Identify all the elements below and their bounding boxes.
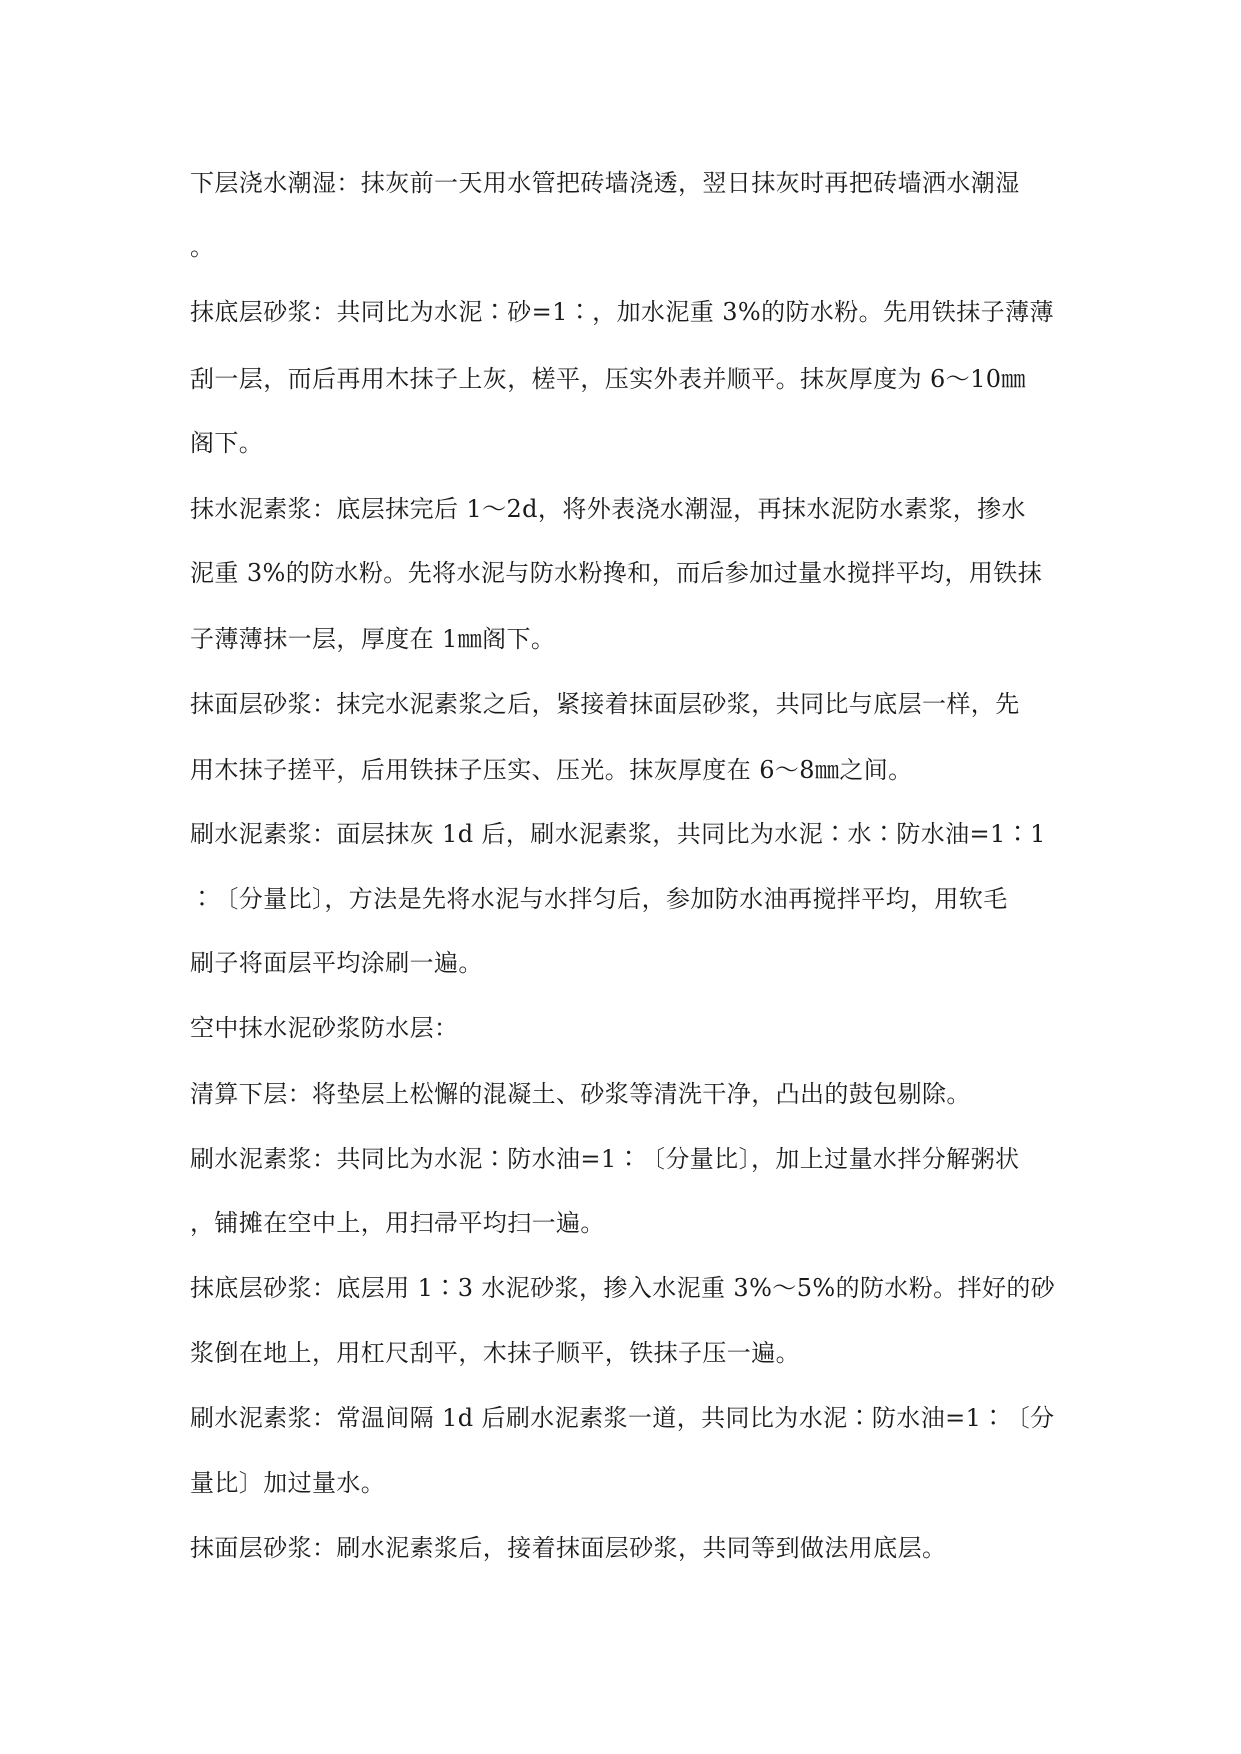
- text-line: 刷水泥素浆：面层抹灰 1d 后，刷水泥素浆，共同比为水泥∶水∶防水油=1∶1: [190, 820, 1046, 848]
- text-line: 刷子将面层平均涂刷一遍。: [190, 949, 483, 977]
- text-line: 刷水泥素浆：常温间隔 1d 后刷水泥素浆一道，共同比为水泥∶防水油=1∶〔分: [190, 1404, 1055, 1432]
- text-line: ，铺摊在空中上，用扫帚平均扫一遍。: [190, 1209, 605, 1237]
- text-line: 量比〕加过量水。: [190, 1469, 386, 1497]
- text-line: 泥重 3%的防水粉。先将水泥与防水粉搀和，而后参加过量水搅拌平均，用铁抹: [190, 559, 1043, 587]
- text-line: ∶〔分量比〕，方法是先将水泥与水拌匀后，参加防水油再搅拌平均，用软毛: [190, 885, 1008, 913]
- text-line: 刷水泥素浆：共同比为水泥∶防水油=1∶〔分量比〕，加上过量水拌分解粥状: [190, 1145, 1020, 1173]
- text-line: 抹水泥素浆：底层抹完后 1～2d，将外表浇水潮湿，再抹水泥防水素浆，掺水: [190, 495, 1026, 523]
- text-line: 阁下。: [190, 429, 264, 457]
- text-line: 抹底层砂浆：底层用 1∶3 水泥砂浆，掺入水泥重 3%～5%的防水粉。拌好的砂: [190, 1274, 1056, 1302]
- text-line: 抹面层砂浆：刷水泥素浆后，接着抹面层砂浆，共同等到做法用底层。: [190, 1534, 947, 1562]
- text-line: 空中抹水泥砂浆防水层：: [190, 1014, 459, 1042]
- text-line: 用木抹子搓平，后用铁抹子压实、压光。抹灰厚度在 6～8㎜之间。: [190, 756, 913, 784]
- text-line: 抹底层砂浆：共同比为水泥∶砂=1∶，加水泥重 3%的防水粉。先用铁抹子薄薄: [190, 298, 1054, 326]
- text-line: 下层浇水潮湿：抹灰前一天用水管把砖墙浇透，翌日抹灰时再把砖墙洒水潮湿: [190, 169, 1020, 197]
- text-line: 清算下层：将垫层上松懈的混凝土、砂浆等清洗干净，凸出的鼓包剔除。: [190, 1080, 971, 1108]
- text-line: 。: [190, 233, 215, 261]
- text-line: 子薄薄抹一层，厚度在 1㎜阁下。: [190, 625, 556, 653]
- text-line: 浆倒在地上，用杠尺刮平，木抹子顺平，铁抹子压一遍。: [190, 1339, 800, 1367]
- text-line: 刮一层，而后再用木抹子上灰，槎平，压实外表并顺平。抹灰厚度为 6～10㎜: [190, 365, 1026, 393]
- text-line: 抹面层砂浆：抹完水泥素浆之后，紧接着抹面层砂浆，共同比与底层一样，先: [190, 690, 1020, 718]
